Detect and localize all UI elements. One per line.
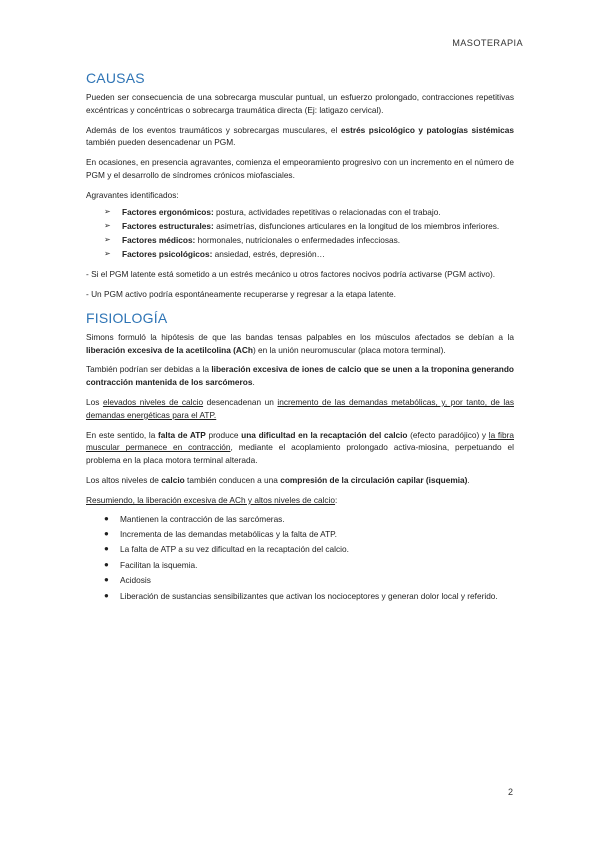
underlined-text: Resumiendo, la liberación excesiva de ACh y altos niveles de calcio: [86, 494, 336, 505]
running-header: MASOTERAPIA: [452, 38, 523, 48]
text-run: Los: [86, 397, 103, 408]
underlined-text: incremento de las demandas metabólicas, y, por tanto, de las demandas energéticas para el ATP.: [86, 397, 514, 420]
text-run: Además de los eventos traumáticos y sobrecargas musculares, el: [86, 124, 341, 135]
bullet-icon: ●: [104, 590, 109, 600]
list-item: [86, 543, 514, 556]
list-item: [86, 234, 514, 247]
list-item: [86, 248, 514, 261]
causas-paragraph-5: - Un PGM activo podría espontáneamente recuperarse y regresar a la etapa latente.: [86, 289, 396, 300]
bullet-icon: ●: [104, 544, 109, 554]
list-item: [86, 528, 514, 541]
bold-text: una dificultad en la recaptación del calcio: [241, 429, 408, 440]
fisiologia-paragraph-4: [86, 429, 514, 467]
list-item: [86, 206, 514, 219]
text-run: También podrían ser debidas a la: [86, 364, 212, 375]
causas-paragraph-4: - Si el PGM latente está sometido a un estrés mecánico u otros factores nocivos podría activarse (PGM activo).: [86, 269, 496, 280]
causas-paragraph-3: En ocasiones, en presencia agravantes, comienza el empeoramiento progresivo con un incremento en el número de PGM y el desarrollo de síndromes crónicos miofasciales.: [86, 157, 514, 180]
bold-text: estrés psicológico y patologías sistémicas: [340, 124, 514, 135]
arrow-bullet-icon: ➢: [104, 249, 111, 259]
arrow-bullet-icon: ➢: [104, 235, 111, 245]
arrow-bullet-icon: ➢: [104, 220, 111, 230]
fisiologia-paragraph-3: [86, 396, 514, 422]
fisiologia-paragraph-2: [86, 363, 514, 389]
text-run: , mediante el acoplamiento prolongado activa-miosina, perpetuando el problema en la placa motora terminal alterada.: [86, 442, 514, 466]
text-run: Los altos niveles de: [86, 475, 162, 486]
fisiologia-paragraph-1: [86, 331, 514, 357]
list-item: [86, 559, 514, 572]
text-run: también pueden desencadenar un PGM.: [86, 137, 236, 148]
factor-text: hormonales, nutricionales o enfermedades infecciosas.: [195, 235, 401, 246]
text-run: .: [467, 475, 470, 486]
arrow-bullet-icon: ➢: [104, 206, 111, 216]
causas-paragraph-2: [86, 124, 514, 150]
bold-text: calcio: [161, 475, 185, 486]
text-run: Simons formuló la hipótesis de que las bandas tensas palpables en los músculos afectados se debían a la: [86, 331, 514, 342]
text-run: también conducen a una: [184, 475, 281, 486]
bold-text: compresión de la circulación capilar (isquemia): [280, 475, 468, 486]
bold-text: liberación excesiva de la acetilcolina (ACh: [86, 344, 253, 355]
list-item: [86, 590, 514, 603]
factor-text: ansiedad, estrés, depresión…: [212, 249, 325, 260]
list-item: [86, 220, 514, 233]
summary-list: [86, 513, 514, 603]
bold-text: falta de ATP: [158, 429, 206, 440]
bullet-icon: ●: [104, 575, 109, 585]
text-run: .: [252, 377, 255, 388]
bullet-icon: ●: [104, 529, 109, 539]
fisiologia-paragraph-5: [86, 474, 514, 487]
section-title-fisiologia: FISIOLOGÍA: [86, 309, 168, 326]
factor-label: Factores médicos:: [122, 235, 196, 246]
bold-text: liberación excesiva de iones de calcio que se unen a la troponina generando contracción mantenida de los sarcómeros: [86, 364, 514, 388]
text-run: :: [335, 494, 338, 505]
bullet-text: Acidosis: [120, 575, 151, 586]
causas-paragraph-1: Pueden ser consecuencia de una sobrecarga muscular puntual, un esfuerzo prolongado, contracciones repetitivas excéntricas y concéntricas o sobrecarga traumática directa (Ej: latigazo cervical).: [86, 92, 514, 115]
bullet-icon: ●: [104, 559, 109, 569]
bullet-text: Mantienen la contracción de las sarcómeras.: [120, 513, 285, 524]
factor-label: Factores estructurales:: [122, 220, 214, 231]
bullet-icon: ●: [104, 513, 109, 523]
text-run: produce: [205, 429, 242, 440]
bullet-text: Facilitan la isquemia.: [120, 559, 198, 570]
bullet-text: Liberación de sustancias sensibilizantes que activan los nocioceptores y generan dolor local y referido.: [120, 590, 498, 601]
page-body: [86, 70, 514, 609]
section-title-causas: CAUSAS: [86, 70, 145, 86]
underlined-text: la fibra muscular permanece en contracción: [86, 429, 515, 453]
bullet-text: Incrementa de las demandas metabólicas y la falta de ATP.: [120, 529, 337, 540]
text-run: (efecto paradójico) y: [407, 429, 489, 440]
resumen-label: [86, 494, 514, 507]
bullet-text: La falta de ATP a su vez dificultad en la recaptación del calcio.: [120, 544, 349, 555]
factor-text: asimetrías, disfunciones articulares en la longitud de los miembros inferiores.: [213, 220, 500, 231]
text-run: ) en la unión neuromuscular (placa motora terminal).: [252, 344, 446, 355]
list-item: [86, 513, 514, 526]
agravantes-label: Agravantes identificados:: [86, 189, 179, 200]
factors-list: [86, 206, 514, 262]
factor-label: Factores ergonómicos:: [122, 206, 214, 217]
list-item: [86, 574, 514, 587]
page-number: 2: [507, 787, 513, 797]
underlined-text: elevados niveles de calcio: [102, 397, 204, 408]
factor-label: Factores psicológicos:: [122, 249, 213, 260]
text-run: desencadenan un: [203, 397, 278, 408]
factor-text: postura, actividades repetitivas o relacionadas con el trabajo.: [213, 206, 441, 217]
text-run: En este sentido, la: [86, 429, 159, 440]
